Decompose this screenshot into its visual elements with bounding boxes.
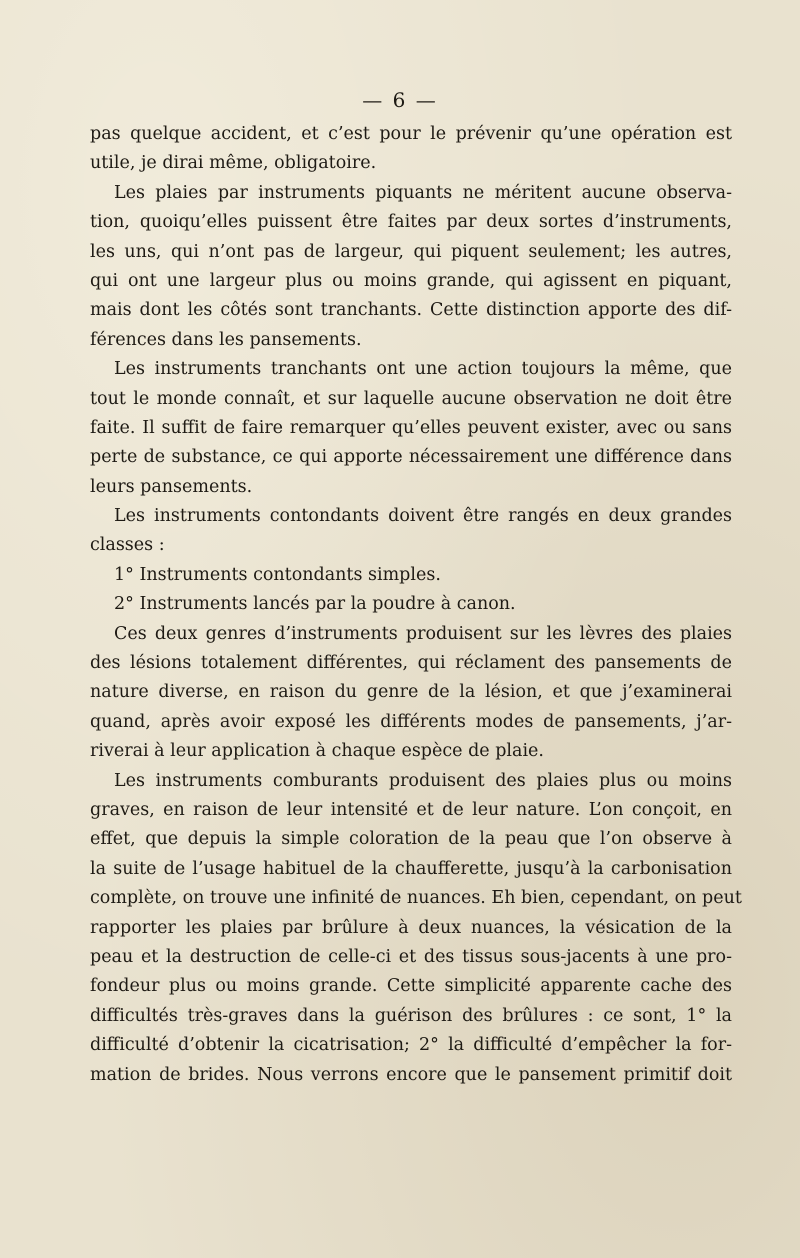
text-line: difficulté d’obtenir la cicatrisation; 2° la difficulté d’empêcher la for- — [90, 1035, 732, 1056]
text-line: tout le monde connaît, et sur laquelle aucune observation ne doit être — [90, 388, 732, 409]
text-line: complète, on trouve une infinité de nuances. Eh bien, cependant, on peut — [90, 888, 742, 909]
text-line: mais dont les côtés sont tranchants. Cette distinction apporte des dif- — [90, 300, 732, 321]
text-line: Les instruments comburants produisent des plaies plus ou moins — [114, 770, 732, 791]
text-line: classes : — [90, 535, 165, 556]
text-line: pas quelque accident, et c’est pour le prévenir qu’une opération est — [90, 124, 732, 144]
body-text — [90, 120, 742, 1090]
text-line: des lésions totalement différentes, qui réclament des pansements de — [90, 653, 732, 674]
text-line: leurs pansements. — [90, 476, 253, 497]
text-line: fondeur plus ou moins grande. Cette simplicité apparente cache des — [90, 976, 732, 997]
text-line: nature diverse, en raison du genre de la lésion, et que j’examinerai — [90, 682, 732, 703]
text-line: graves, en raison de leur intensité et de leur nature. L’on conçoit, en — [90, 799, 732, 820]
text-line: mation de brides. Nous verrons encore que le pansement primitif doit — [90, 1064, 732, 1085]
text-line: peau et la destruction de celle-ci et des tissus sous-jacents à une pro- — [90, 946, 732, 967]
text-line: les uns, qui n’ont pas de largeur, qui piquent seulement; les autres, — [90, 241, 732, 262]
text-line: perte de substance, ce qui apporte nécessairement une différence dans — [90, 447, 732, 468]
text-line: la suite de l’usage habituel de la chaufferette, jusqu’à la carbonisation — [90, 858, 732, 879]
text-line: quand, après avoir exposé les différents modes de pansements, j’ar- — [90, 711, 732, 732]
text-line: faite. Il suffit de faire remarquer qu’elles peuvent exister, avec ou sans — [90, 417, 732, 438]
text-line: 2° Instruments lancés par la poudre à canon. — [114, 594, 516, 615]
text-line: 1° Instruments contondants simples. — [114, 564, 441, 585]
text-line: Les plaies par instruments piquants ne méritent aucune observa- — [114, 182, 732, 203]
text-line: rapporter les plaies par brûlure à deux nuances, la vésication de la — [90, 917, 732, 938]
text-line: férences dans les pansements. — [90, 329, 362, 350]
text-line: qui ont une largeur plus ou moins grande, qui agissent en piquant, — [90, 270, 732, 291]
text-line: Ces deux genres d’instruments produisent sur les lèvres des plaies — [114, 623, 732, 644]
text-line: tion, quoiqu’elles puissent être faites par deux sortes d’instruments, — [90, 212, 732, 233]
text-line: difficultés très-graves dans la guérison des brûlures : ce sont, 1° la — [90, 1005, 732, 1026]
text-line: riverai à leur application à chaque espèce de plaie. — [90, 741, 544, 762]
text-line: effet, que depuis la simple coloration de la peau que l’on observe à — [90, 829, 732, 850]
text-line: Les instruments contondants doivent être rangés en deux grandes — [114, 506, 732, 527]
page-number: — 6 — — [362, 88, 438, 112]
text-line: Les instruments tranchants ont une action toujours la même, que — [114, 359, 732, 380]
text-line: utile, je dirai même, obligatoire. — [90, 153, 377, 174]
